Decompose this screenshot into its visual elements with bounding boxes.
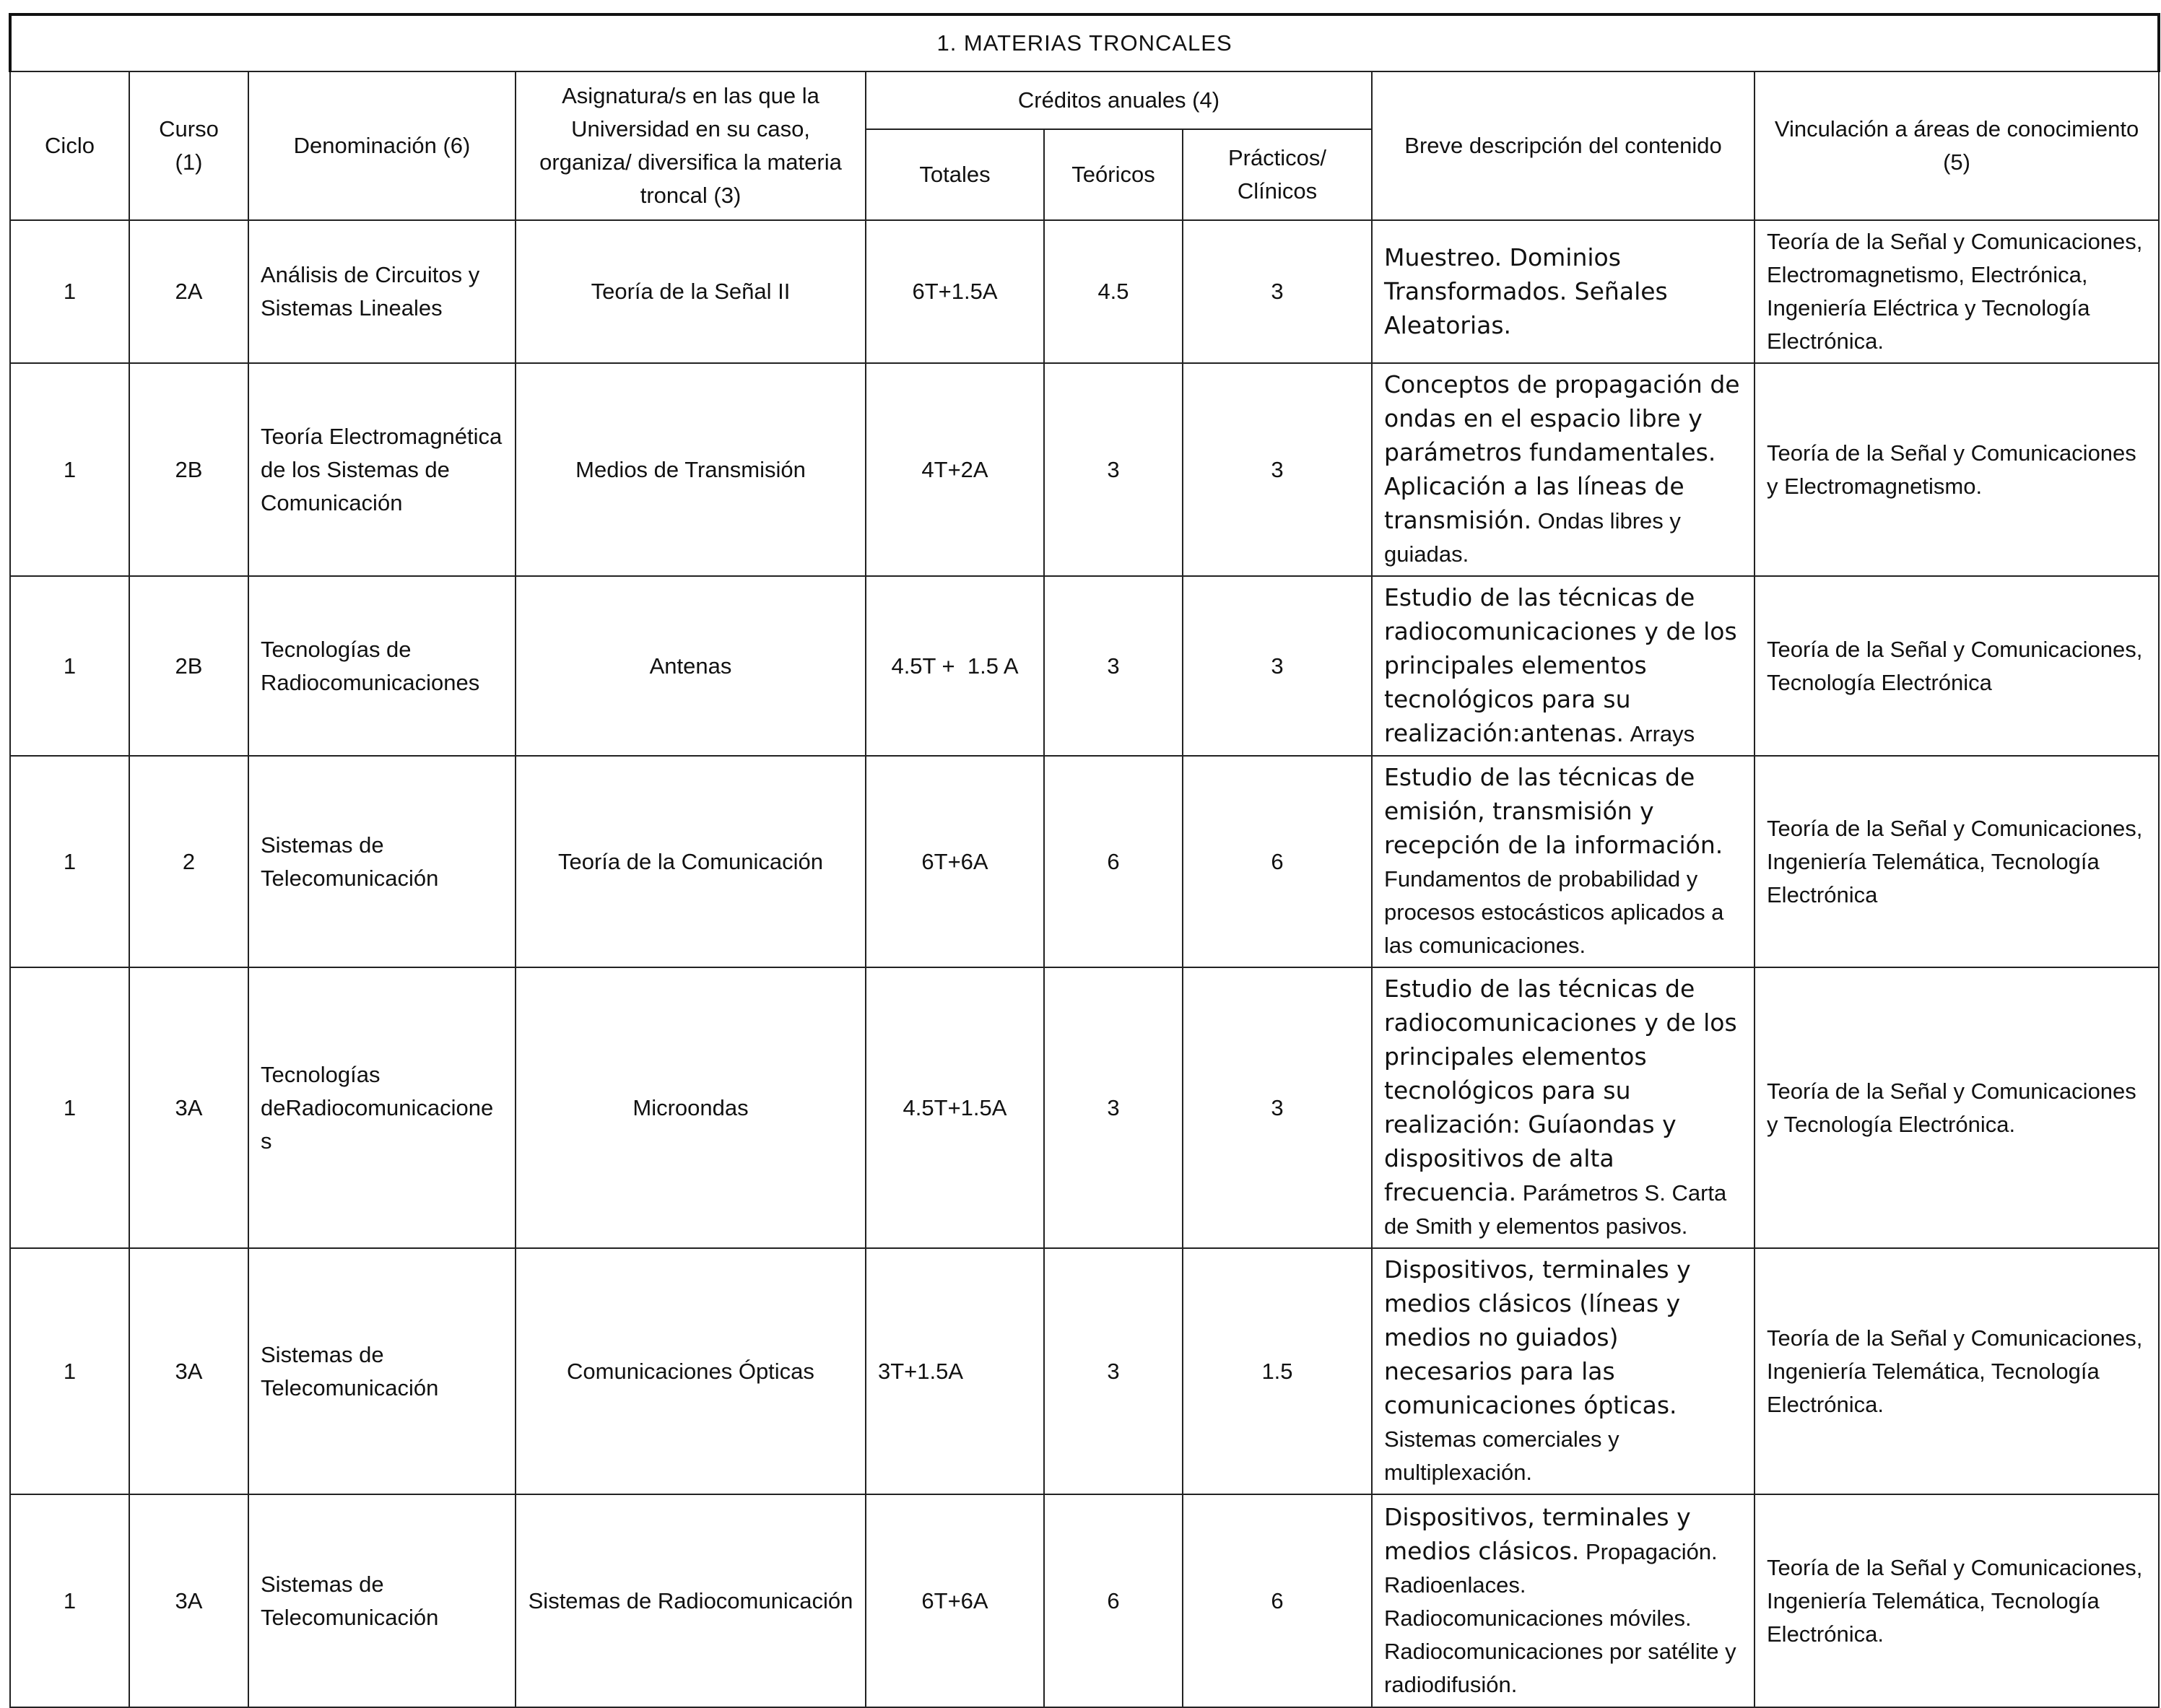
cell-denominacion: Tecnologías de Radiocomunicaciones <box>248 576 516 756</box>
cell-curso: 2B <box>129 576 248 756</box>
header-practicos: Prácticos/ Clínicos <box>1183 129 1372 220</box>
materias-troncales-table <box>9 13 2160 1708</box>
cell-practicos: 3 <box>1183 363 1372 576</box>
cell-areas: Teoría de la Señal y Comunicaciones, Ingeniería Telemática, Tecnología Electrónica. <box>1755 1494 2159 1707</box>
descripcion-main: Dispositivos, terminales y medios clásicos (líneas y medios no guiados) necesarios para las comunicaciones ópticas. <box>1384 1255 1691 1419</box>
cell-teoricos: 3 <box>1044 967 1183 1248</box>
cell-denominacion: Teoría Electromagnética de los Sistemas de Comunicación <box>248 363 516 576</box>
descripcion-extra: Parámetros S. Carta de Smith y elementos pasivos. <box>1384 1180 1727 1239</box>
cell-totales: 6T+1.5A <box>866 220 1044 363</box>
cell-areas: Teoría de la Señal y Comunicaciones, Ingeniería Telemática, Tecnología Electrónica. <box>1755 1248 2159 1494</box>
cell-totales: 4T+2A <box>866 363 1044 576</box>
header-vinculacion: Vinculación a áreas de conocimiento (5) <box>1755 71 2159 220</box>
cell-asignatura: Microondas <box>516 967 866 1248</box>
descripcion-extra: Arrays <box>1630 721 1695 746</box>
cell-practicos: 1.5 <box>1183 1248 1372 1494</box>
header-creditos-anuales: Créditos anuales (4) <box>866 71 1372 129</box>
cell-practicos: 3 <box>1183 576 1372 756</box>
cell-curso: 2B <box>129 363 248 576</box>
header-teoricos: Teóricos <box>1044 129 1183 220</box>
cell-denominacion: Sistemas de Telecomunicación <box>248 1248 516 1494</box>
descripcion-main: Estudio de las técnicas de radiocomunicaciones y de los principales elementos tecnológicos para su realización: Guíaondas y dispositivos de alta frecuencia. <box>1384 975 1737 1206</box>
table-row <box>10 1248 2159 1494</box>
cell-asignatura: Teoría de la Comunicación <box>516 756 866 967</box>
cell-descripcion <box>1372 220 1755 363</box>
cell-descripcion <box>1372 967 1755 1248</box>
cell-asignatura: Comunicaciones Ópticas <box>516 1248 866 1494</box>
cell-asignatura: Teoría de la Señal II <box>516 220 866 363</box>
descripcion-extra: Ondas libres y guiadas. <box>1384 508 1681 567</box>
table-row <box>10 363 2159 576</box>
cell-practicos: 6 <box>1183 756 1372 967</box>
cell-totales: 6T+6A <box>866 1494 1044 1707</box>
table-title: 1. MATERIAS TRONCALES <box>10 14 2159 71</box>
cell-areas: Teoría de la Señal y Comunicaciones y Electromagnetismo. <box>1755 363 2159 576</box>
descripcion-main: Muestreo. Dominios Transformados. Señales Aleatorias. <box>1384 243 1668 339</box>
cell-asignatura: Sistemas de Radiocomunicación <box>516 1494 866 1707</box>
cell-teoricos: 4.5 <box>1044 220 1183 363</box>
cell-denominacion: Análisis de Circuitos y Sistemas Lineales <box>248 220 516 363</box>
descripcion-extra: Propagación. Radioenlaces. Radiocomunicaciones móviles. Radiocomunicaciones por satélite y radiodifusión. <box>1384 1538 1736 1697</box>
descripcion-main: Estudio de las técnicas de radiocomunicaciones y de los principales elementos tecnológicos para su realización:antenas. <box>1384 583 1737 747</box>
cell-ciclo: 1 <box>10 1248 129 1494</box>
cell-teoricos: 6 <box>1044 756 1183 967</box>
header-totales: Totales <box>866 129 1044 220</box>
cell-practicos: 6 <box>1183 1494 1372 1707</box>
cell-ciclo: 1 <box>10 756 129 967</box>
cell-practicos: 3 <box>1183 220 1372 363</box>
cell-totales: 4.5T + 1.5 A <box>866 576 1044 756</box>
descripcion-main: Estudio de las técnicas de emisión, transmisión y recepción de la información. <box>1384 763 1723 859</box>
cell-areas: Teoría de la Señal y Comunicaciones, Ingeniería Telemática, Tecnología Electrónica <box>1755 756 2159 967</box>
cell-areas: Teoría de la Señal y Comunicaciones, Tecnología Electrónica <box>1755 576 2159 756</box>
cell-teoricos: 3 <box>1044 363 1183 576</box>
cell-ciclo: 1 <box>10 576 129 756</box>
cell-denominacion: Tecnologías deRadiocomunicacione s <box>248 967 516 1248</box>
header-asignatura: Asignatura/s en las que la Universidad en su caso, organiza/ diversifica la materia troncal (3) <box>516 71 866 220</box>
header-curso: Curso (1) <box>129 71 248 220</box>
cell-curso: 3A <box>129 1494 248 1707</box>
cell-curso: 3A <box>129 1248 248 1494</box>
cell-practicos: 3 <box>1183 967 1372 1248</box>
cell-denominacion: Sistemas de Telecomunicación <box>248 1494 516 1707</box>
table-row <box>10 576 2159 756</box>
cell-descripcion <box>1372 363 1755 576</box>
cell-ciclo: 1 <box>10 967 129 1248</box>
descripcion-main: Conceptos de propagación de ondas en el espacio libre y parámetros fundamentales. Aplicación a las líneas de transmisión. <box>1384 370 1740 534</box>
header-denominacion: Denominación (6) <box>248 71 516 220</box>
header-descripcion: Breve descripción del contenido <box>1372 71 1755 220</box>
cell-areas: Teoría de la Señal y Comunicaciones, Electromagnetismo, Electrónica, Ingeniería Eléctrica y Tecnología Electrónica. <box>1755 220 2159 363</box>
descripcion-extra: Sistemas comerciales y multiplexación. <box>1384 1426 1619 1485</box>
cell-asignatura: Medios de Transmisión <box>516 363 866 576</box>
cell-teoricos: 6 <box>1044 1494 1183 1707</box>
table-row <box>10 220 2159 363</box>
cell-curso: 2A <box>129 220 248 363</box>
cell-teoricos: 3 <box>1044 576 1183 756</box>
cell-totales: 4.5T+1.5A <box>866 967 1044 1248</box>
cell-descripcion <box>1372 576 1755 756</box>
cell-descripcion <box>1372 1248 1755 1494</box>
cell-ciclo: 1 <box>10 220 129 363</box>
cell-curso: 3A <box>129 967 248 1248</box>
cell-descripcion <box>1372 756 1755 967</box>
cell-ciclo: 1 <box>10 1494 129 1707</box>
cell-totales: 3T+1.5A <box>866 1248 1044 1494</box>
cell-ciclo: 1 <box>10 363 129 576</box>
cell-teoricos: 3 <box>1044 1248 1183 1494</box>
cell-areas: Teoría de la Señal y Comunicaciones y Tecnología Electrónica. <box>1755 967 2159 1248</box>
table-row <box>10 756 2159 967</box>
descripcion-main: Dispositivos, terminales y medios clásicos. <box>1384 1502 1691 1565</box>
table-row <box>10 967 2159 1248</box>
descripcion-extra: Fundamentos de probabilidad y procesos estocásticos aplicados a las comunicaciones. <box>1384 866 1724 958</box>
cell-totales: 6T+6A <box>866 756 1044 967</box>
cell-curso: 2 <box>129 756 248 967</box>
cell-denominacion: Sistemas de Telecomunicación <box>248 756 516 967</box>
header-ciclo: Ciclo <box>10 71 129 220</box>
cell-asignatura: Antenas <box>516 576 866 756</box>
